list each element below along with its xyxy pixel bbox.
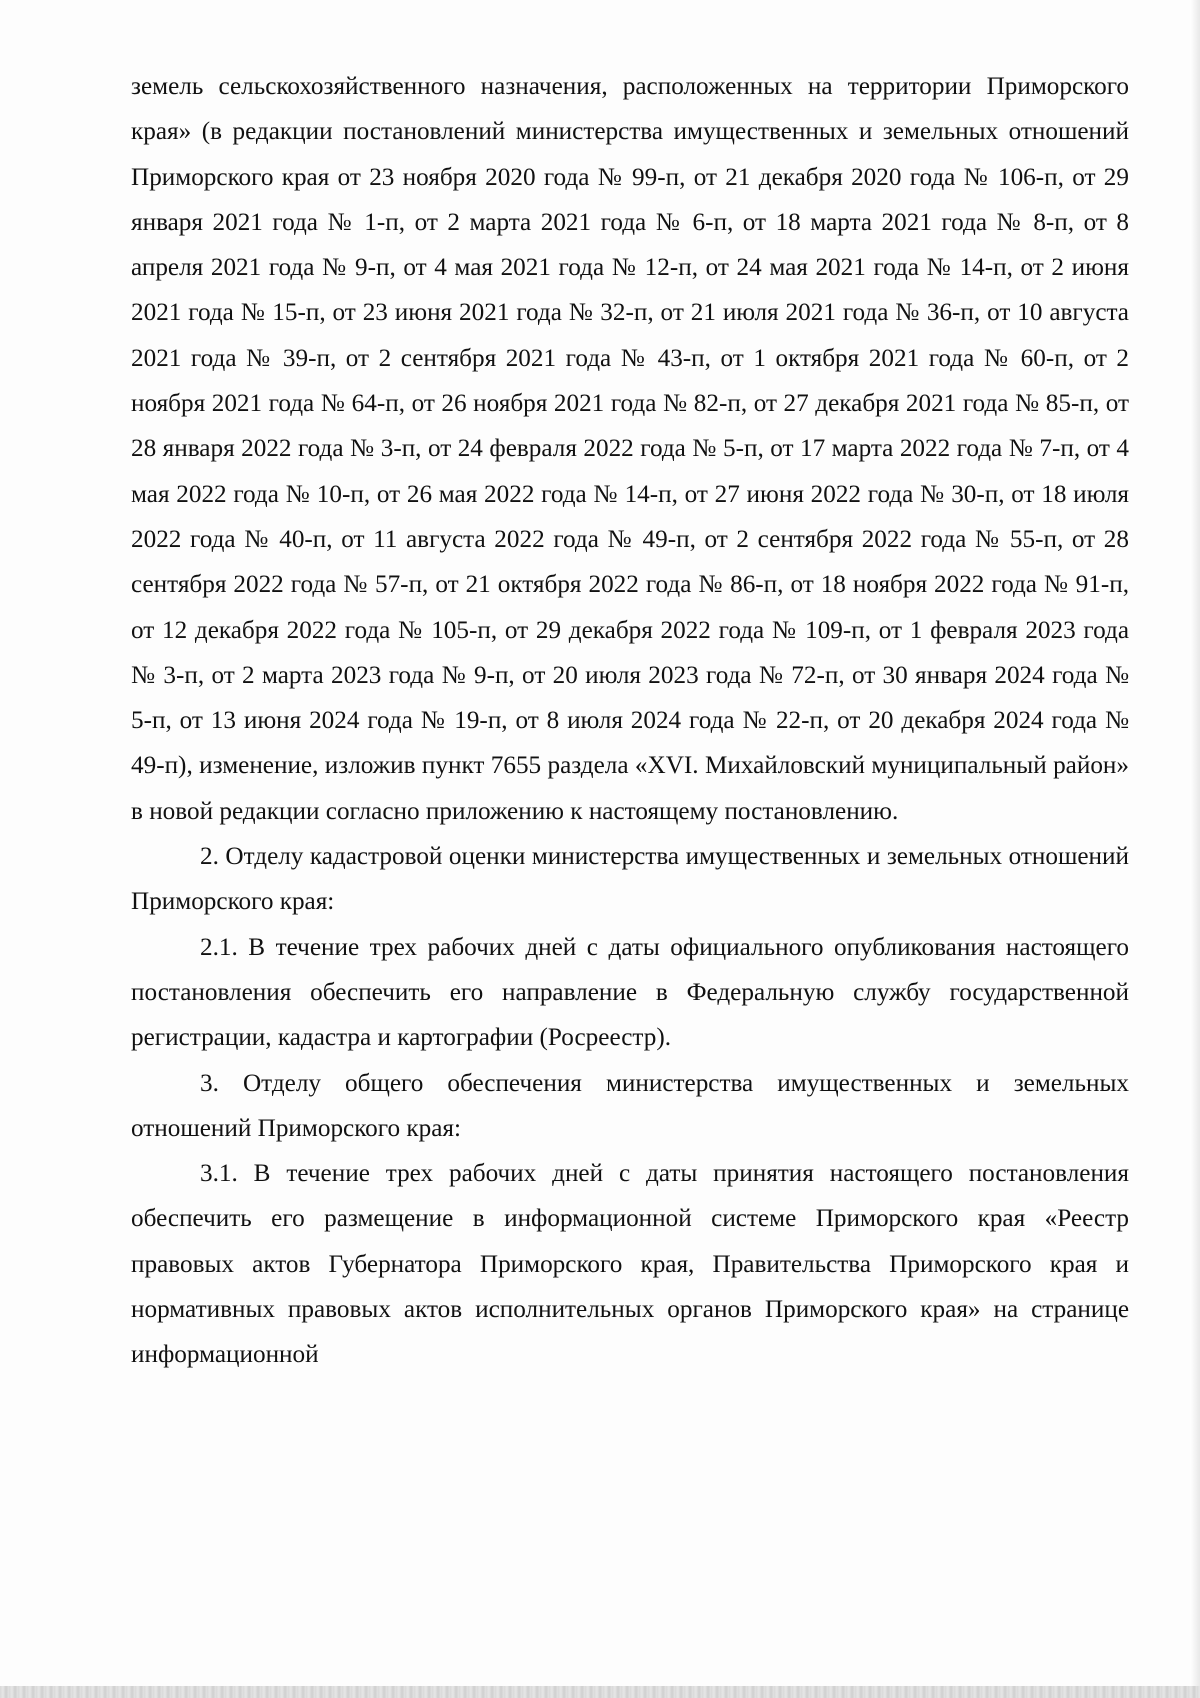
paragraph-3-1: 3.1. В течение трех рабочих дней с даты принятия настоящего постановления обеспечить его размещение в информационной системе Приморского края «Реестр правовых актов Губернатора Приморского края, Правительства Приморского края и нормативных правовых актов исполнительных органов Приморского края» на странице информационной xyxy=(131,1160,1129,1369)
scan-bottom-edge xyxy=(0,1686,1200,1698)
paragraph-3: 3. Отделу общего обеспечения министерства имущественных и земельных отношений Приморского края: xyxy=(131,1069,1129,1142)
scan-right-edge xyxy=(1190,0,1200,1698)
paragraph-2-1: 2.1. В течение трех рабочих дней с даты официального опубликования настоящего постановления обеспечить его направление в Федеральную службу государственной регистрации, кадастра и картографии (Росреестр). xyxy=(131,933,1129,1052)
paragraph-2: 2. Отделу кадастровой оценки министерства имущественных и земельных отношений Приморского края: xyxy=(131,843,1129,916)
document-body xyxy=(131,64,1129,1378)
paragraph-amendment-list: земель сельскохозяйственного назначения, расположенных на территории Приморского края» (в редакции постановлений министерства имущественных и земельных отношений Приморского края от 23 ноября 2020 года № 99-п, от 21 декабря 2020 года № 106-п, от 29 января 2021 года № 1-п, от 2 марта 2021 года № 6-п, от 18 марта 2021 года № 8-п, от 8 апреля 2021 года № 9-п, от 4 мая 2021 года № 12-п, от 24 мая 2021 года № 14-п, от 2 июня 2021 года № 15-п, от 23 июня 2021 года № 32-п, от 21 июля 2021 года № 36-п, от 10 августа 2021 года № 39-п, от 2 сентября 2021 года № 43-п, от 1 октября 2021 года № 60-п, от 2 ноября 2021 года № 64-п, от 26 ноября 2021 года № 82-п, от 27 декабря 2021 года № 85-п, от 28 января 2022 года № 3-п, от 24 февраля 2022 года № 5-п, от 17 марта 2022 года № 7-п, от 4 мая 2022 года № 10-п, от 26 мая 2022 года № 14-п, от 27 июня 2022 года № 30-п, от 18 июля 2022 года № 40-п, от 11 августа 2022 года № 49-п, от 2 сентября 2022 года № 55-п, от 28 сентября 2022 года № 57-п, от 21 октября 2022 года № 86-п, от 18 ноября 2022 года № 91-п, от 12 декабря 2022 года № 105-п, от 29 декабря 2022 года № 109-п, от 1 февраля 2023 года № 3-п, от 2 марта 2023 года № 9-п, от 20 июля 2023 года № 72-п, от 30 января 2024 года № 5-п, от 13 июня 2024 года № 19-п, от 8 июля 2024 года № 22-п, от 20 декабря 2024 года № 49-п), изменение, изложив пункт 7655 раздела «XVI. Михайловский муниципальный район» в новой редакции согласно приложению к настоящему постановлению. xyxy=(131,73,1129,825)
